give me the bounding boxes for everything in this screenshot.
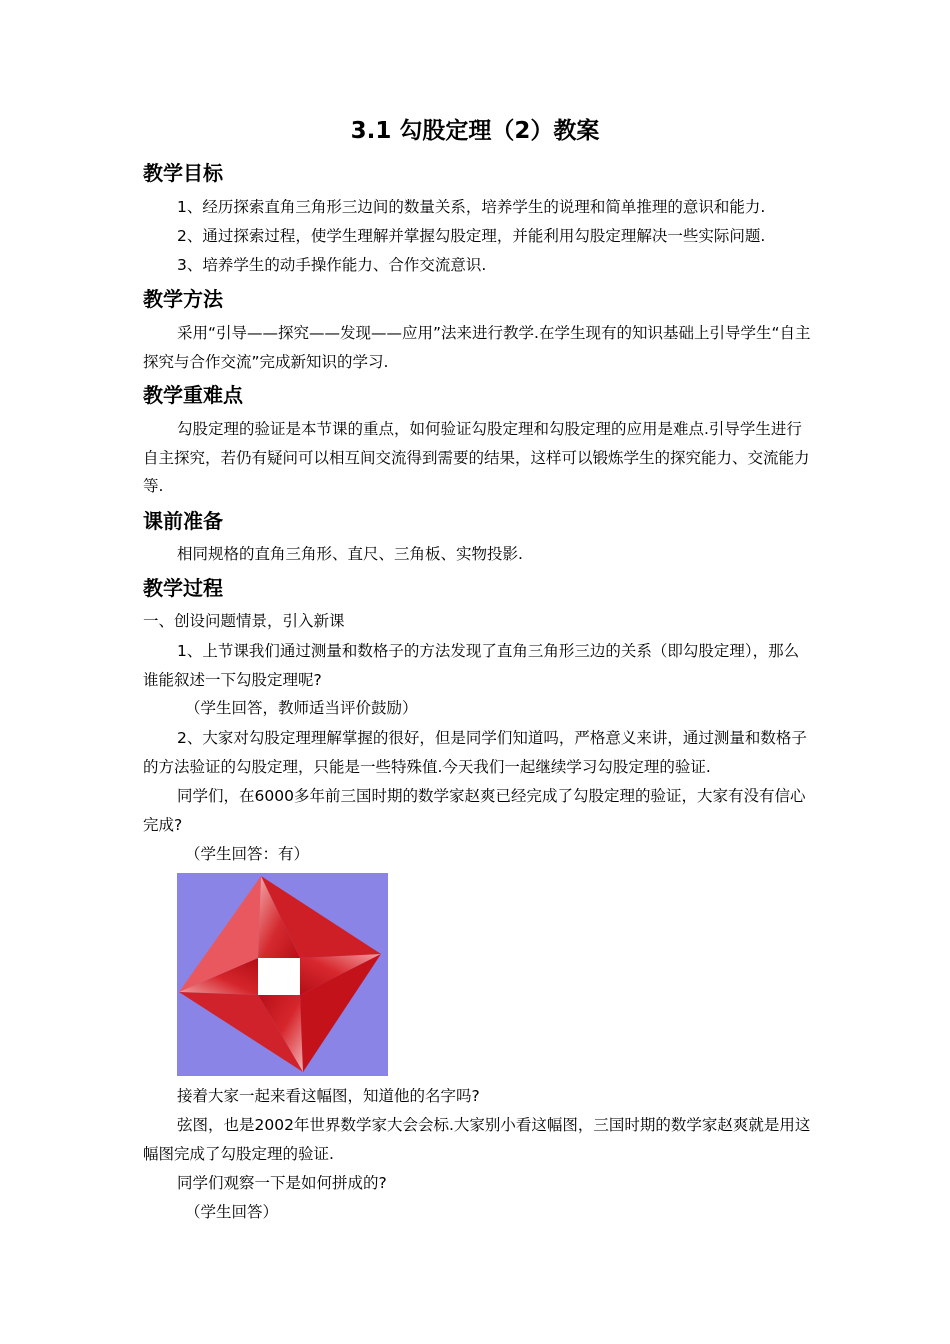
process-paragraph-2: 2、大家对勾股定理理解掌握的很好，但是同学们知道吗，严格意义来讲，通过测量和数格子的方法验证的勾股定理，只能是一些特殊值.今天我们一起继续学习勾股定理的验证. [143,729,807,776]
preparation-text: 相同规格的直角三角形、直尺、三角板、实物投影. [177,545,523,563]
heading-method: 教学方法 [143,287,223,311]
process-paragraph-3: 同学们，在6000多年前三国时期的数学家赵爽已经完成了勾股定理的验证，大家有没有信心完成? [143,787,806,834]
goal-item-3: 3、培养学生的动手操作能力、合作交流意识. [177,256,487,274]
center-square [258,958,300,995]
goal-item-1: 1、经历探索直角三角形三边间的数量关系，培养学生的说理和简单推理的意识和能力. [177,198,766,216]
page-title: 3.1 勾股定理（2）教案 [350,118,600,144]
process-paragraph-6: 同学们观察一下是如何拼成的? [177,1174,387,1192]
heading-key-points: 教学重难点 [143,383,243,407]
process-paragraph-5: 弦图，也是2002年世界数学家大会会标.大家别小看这幅图，三国时期的数学家赵爽就是用这幅图完成了勾股定理的验证. [143,1116,811,1163]
process-paragraph-1: 1、上节课我们通过测量和数格子的方法发现了直角三角形三边的关系（即勾股定理），那么谁能叙述一下勾股定理呢? [143,642,800,689]
process-answer-6: （学生回答） [185,1203,279,1221]
process-answer-3: （学生回答：有） [185,845,310,863]
heading-preparation: 课前准备 [143,509,223,533]
heading-process: 教学过程 [143,576,223,600]
heading-goals: 教学目标 [143,161,223,185]
process-answer-1: （学生回答，教师适当评价鼓励） [185,699,418,717]
key-points-text: 勾股定理的验证是本节课的重点，如何验证勾股定理和勾股定理的应用是难点.引导学生进行自主探究，若仍有疑问可以相互间交流得到需要的结果，这样可以锻炼学生的探究能力、交流能力等. [143,420,810,495]
string-figure-image [177,873,388,1076]
process-step-1: 一、创设问题情景，引入新课 [143,612,345,630]
process-paragraph-4: 接着大家一起来看这幅图，知道他的名字吗? [177,1087,480,1105]
goal-item-2: 2、通过探索过程，使学生理解并掌握勾股定理，并能利用勾股定理解决一些实际问题. [177,227,766,245]
method-text: 采用“引导——探究——发现——应用”法来进行教学.在学生现有的知识基础上引导学生“自主探究与合作交流”完成新知识的学习. [143,324,811,371]
